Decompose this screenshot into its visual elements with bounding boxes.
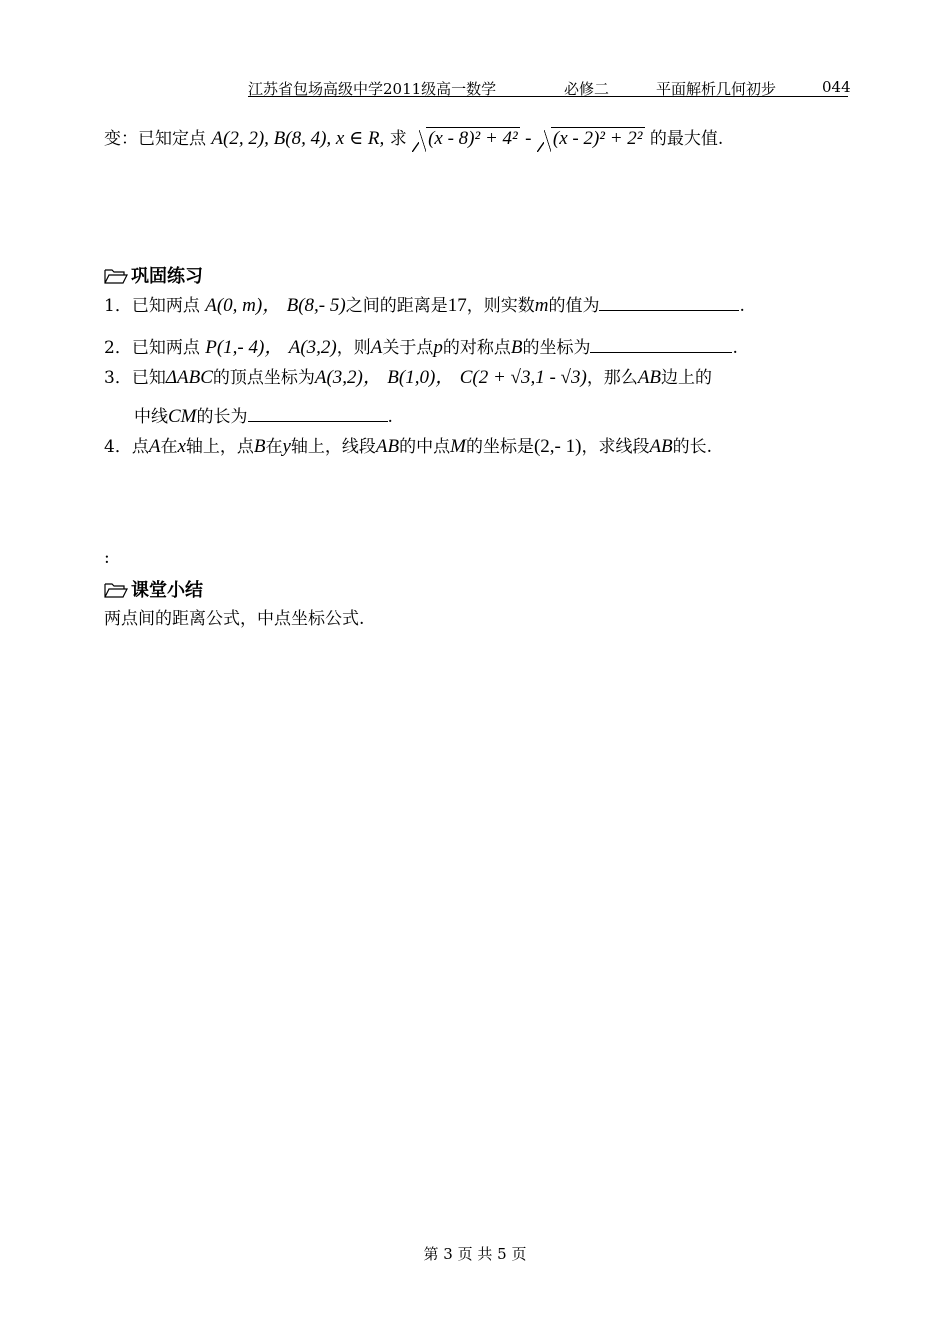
- page-footer: 第 3 页 共 5 页: [423, 1245, 527, 1263]
- q4-segment-ab: AB: [375, 436, 400, 457]
- q1-text: 已知两点: [131, 296, 200, 316]
- q4-var-x: x: [177, 436, 186, 457]
- q2-text-4: 的对称点: [442, 338, 511, 358]
- q3-triangle: ΔABC: [165, 367, 213, 388]
- q2-number: 2．: [104, 338, 132, 358]
- folder-icon: [104, 267, 128, 284]
- q1-point-a: A(0, m)，: [205, 295, 282, 316]
- q4-text-3: 轴上，点: [185, 437, 254, 457]
- variant-ask: 求: [389, 129, 407, 149]
- q3-number: 3．: [104, 368, 132, 388]
- q4-coordinate: (2,- 1): [533, 436, 582, 457]
- q1-end: .: [739, 296, 745, 316]
- variant-tail: 的最大值.: [649, 129, 724, 149]
- q2-text-3: 关于点: [382, 338, 434, 358]
- q1-number: 1．: [104, 296, 132, 316]
- q3-text-6: 的长为: [196, 407, 248, 427]
- q1-text-4: 的值为: [548, 296, 600, 316]
- summary-section-title: [104, 576, 203, 602]
- q3-text-5: 中线: [134, 407, 168, 427]
- q3-text-3: ，那么: [586, 368, 638, 388]
- q2-end: .: [732, 338, 738, 358]
- sqrt-expression-1: (x - 8)² + 4²: [412, 128, 520, 150]
- q3-text-4: 边上的: [661, 368, 713, 388]
- q2-point-a: A(3,2): [288, 337, 337, 358]
- q3-median-cm: CM: [168, 406, 197, 427]
- minus-sign: -: [525, 128, 532, 149]
- q1-text-2: 之间的距离是: [345, 296, 448, 316]
- q2-point-p: P(1,- 4)，: [205, 337, 284, 358]
- q4-number: 4．: [104, 437, 132, 457]
- q1-text-3: ，则实数: [466, 296, 535, 316]
- q1-var-m: m: [534, 295, 549, 316]
- sqrt-expression-2: (x - 2)² + 2²: [537, 128, 645, 150]
- q3-point-b: B(1,0)，: [387, 367, 455, 388]
- q3-text: 已知: [131, 368, 166, 388]
- q3-point-c: C(2 + √3,1 - √3): [459, 367, 587, 388]
- practice-title-text: 巩固练习: [131, 266, 203, 287]
- q2-var-b: B: [510, 337, 523, 358]
- question-3-continued: [134, 402, 393, 428]
- question-4: [104, 432, 712, 458]
- question-3: [104, 362, 712, 389]
- folder-icon: [104, 581, 128, 598]
- q4-text: 点: [131, 437, 149, 457]
- header-chapter: 平面解析几何初步: [656, 80, 777, 98]
- q3-segment-ab: AB: [637, 367, 662, 388]
- q3-text-2: 的顶点坐标为: [212, 368, 315, 388]
- q4-midpoint-m: M: [450, 436, 466, 457]
- answer-blank-2[interactable]: [590, 338, 732, 353]
- q2-var-p: p: [433, 337, 443, 358]
- q2-var-a: A: [370, 337, 383, 358]
- q4-var-a: A: [148, 436, 161, 457]
- q2-text-5: 的坐标为: [522, 338, 591, 358]
- stray-colon: :: [104, 548, 110, 568]
- q2-text-2: ，则: [336, 338, 371, 358]
- variant-points: A(2, 2), B(8, 4), x ∈ R,: [211, 128, 385, 149]
- q4-var-y: y: [282, 436, 291, 457]
- q4-text-5: 轴上，线段: [290, 437, 376, 457]
- q4-text-7: 的坐标是: [465, 437, 534, 457]
- practice-section-title: [104, 262, 203, 288]
- variant-label: 变：已知定点: [104, 129, 206, 149]
- q4-text-6: 的中点: [399, 437, 451, 457]
- q4-text-2: 在: [160, 437, 178, 457]
- answer-blank-1[interactable]: [599, 296, 739, 311]
- header-school: 江苏省包场高级中学2011级高一数学: [248, 80, 497, 98]
- header-rule: [248, 96, 848, 97]
- answer-blank-3[interactable]: [248, 407, 388, 422]
- q1-point-b: B(8,- 5): [286, 295, 346, 316]
- q1-distance: 17: [447, 295, 467, 316]
- q3-end: .: [387, 407, 393, 427]
- q4-text-8: ，求线段: [581, 437, 650, 457]
- q4-var-b: B: [253, 436, 266, 457]
- q4-text-9: 的长.: [672, 437, 713, 457]
- header-book: 必修二: [564, 80, 610, 98]
- variant-problem: [104, 124, 723, 150]
- question-2: [104, 332, 738, 359]
- q2-text: 已知两点: [131, 338, 200, 358]
- header-code: 044: [822, 78, 851, 96]
- summary-text: 两点间的距离公式，中点坐标公式.: [104, 609, 365, 629]
- question-1: [104, 290, 745, 317]
- q4-text-4: 在: [265, 437, 283, 457]
- q4-segment-ab-2: AB: [649, 436, 673, 457]
- q3-point-a: A(3,2)，: [314, 367, 382, 388]
- summary-title-text: 课堂小结: [131, 580, 203, 601]
